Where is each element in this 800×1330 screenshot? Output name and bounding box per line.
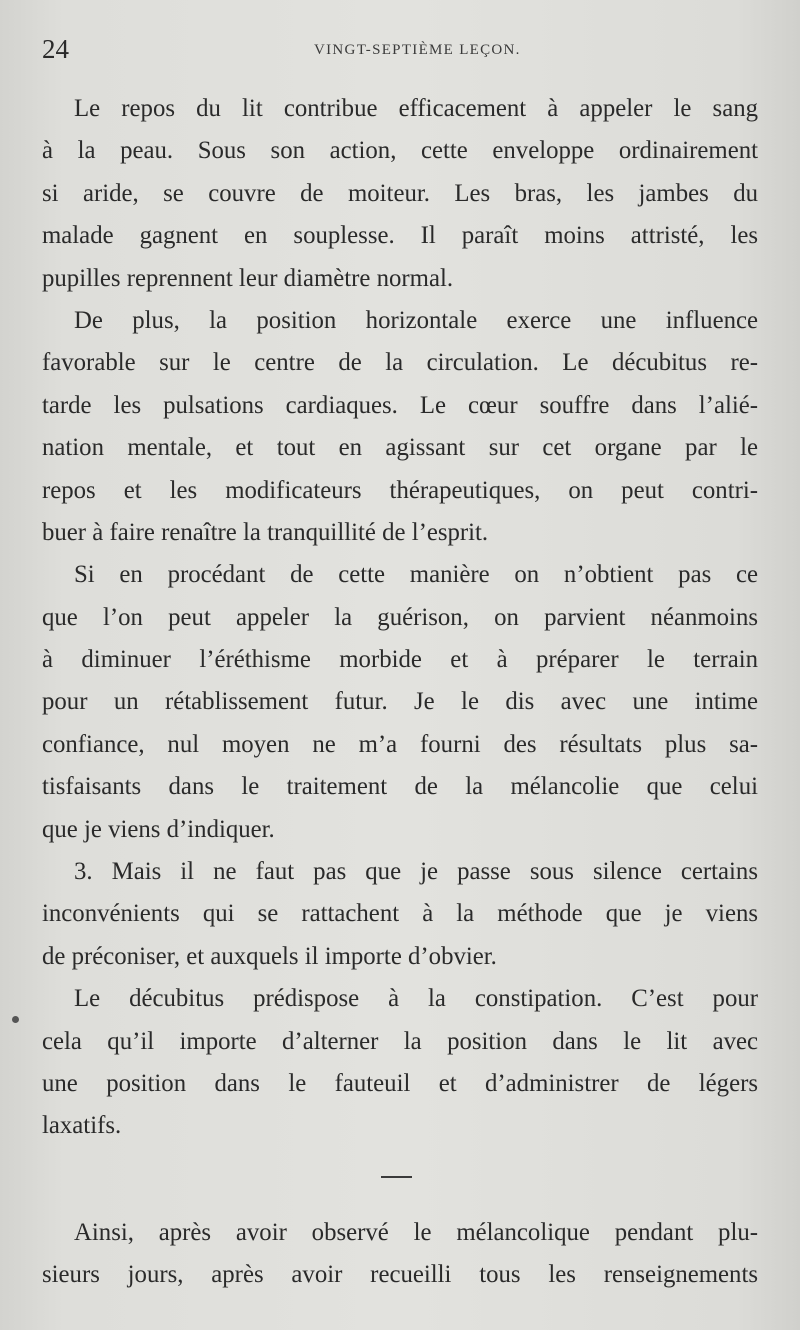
text-line: favorable sur le centre de la circulation. Le décubitus re- [42,349,758,377]
text-line: nation mentale, et tout en agissant sur cet organe par le [42,434,758,462]
separator-rule [381,1176,412,1178]
text-line: que l’on peut appeler la guérison, on parvient néanmoins [42,603,758,631]
text-line: malade gagnent en souplesse. Il paraît moins attristé, les [42,222,758,250]
ink-spot [12,1016,19,1023]
text-line: pour un rétablissement futur. Je le dis avec une intime [42,688,758,716]
text-line: tisfaisants dans le traitement de la mélancolie que celui [42,773,758,801]
text-line: de préconiser, et auxquels il importe d’obvier. [42,942,497,970]
text-line: sieurs jours, après avoir recueilli tous les renseignements [42,1261,758,1289]
page-header [42,34,754,74]
text-line: De plus, la position horizontale exerce une influence [74,306,758,334]
text-line: tarde les pulsations cardiaques. Le cœur souffre dans l’alié- [42,391,758,419]
text-line: cela qu’il importe d’alterner la position dans le lit avec [42,1027,758,1055]
text-line: Le repos du lit contribue efficacement à appeler le sang [74,95,758,122]
paragraph [42,978,758,1148]
text-line: buer à faire renaître la tranquillité de l’esprit. [42,518,489,546]
text-line: pupilles reprennent leur diamètre normal. [42,264,454,292]
text-line: Si en procédant de cette manière on n’obtient pas ce [74,561,758,589]
text-line: inconvénients qui se rattachent à la méthode que je viens [42,900,758,928]
text-line: confiance, nul moyen ne m’a fourni des résultats plus sa- [42,730,758,758]
paragraph [42,1212,758,1297]
paragraph [42,88,758,300]
body-text [42,88,758,1297]
text-line: 3. Mais il ne faut pas que je passe sous silence certains [74,858,758,886]
text-line: que je viens d’indiquer. [42,815,275,843]
page-number: 24 [42,34,69,64]
running-head: VINGT-SEPTIÈME LEÇON. [314,42,521,58]
text-line: une position dans le fauteuil et d’administrer de légers [42,1069,758,1097]
text-line: laxatifs. [42,1112,122,1140]
text-line: Ainsi, après avoir observé le mélancolique pendant plu- [74,1218,758,1246]
paragraph [42,851,758,978]
paragraph [42,300,758,554]
text-line: à diminuer l’éréthisme morbide et à préparer le terrain [42,646,758,674]
paragraph [42,554,758,851]
text-line: Le décubitus prédispose à la constipation. C’est pour [74,985,758,1013]
text-line: si aride, se couvre de moiteur. Les bras, les jambes du [42,179,758,207]
text-line: repos et les modificateurs thérapeutiques, on peut contri- [42,476,758,504]
section-break [42,1148,758,1212]
text-line: à la peau. Sous son action, cette enveloppe ordinairement [42,137,758,165]
